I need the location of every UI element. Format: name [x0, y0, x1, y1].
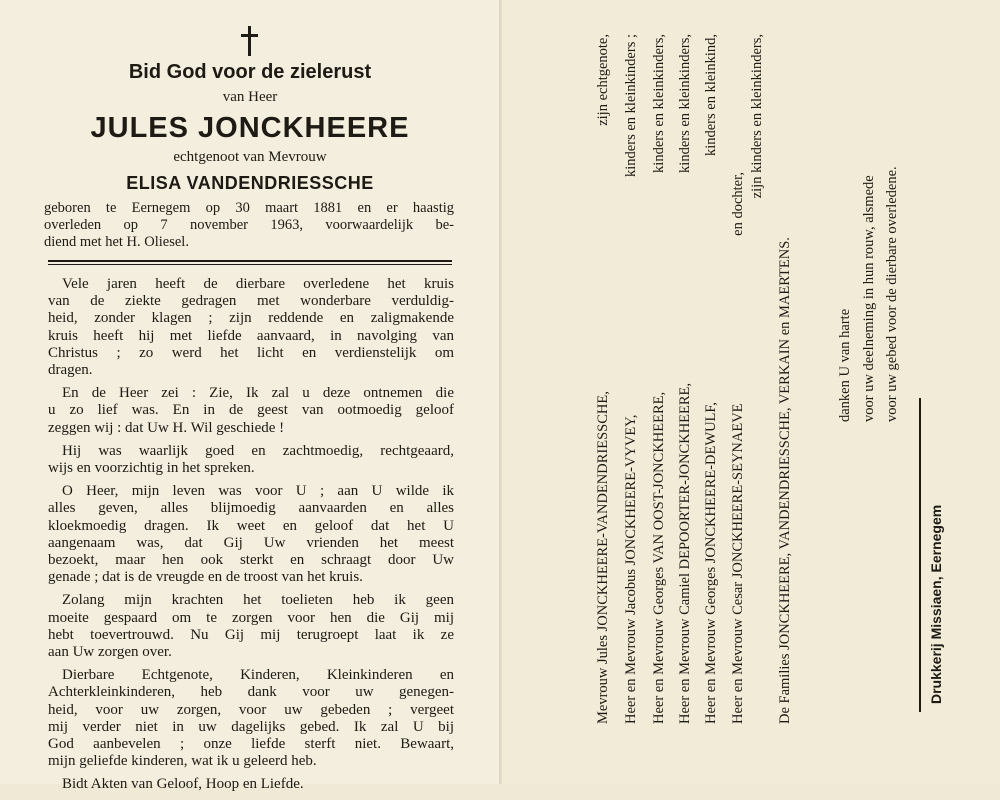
memorial-line: van de ziekte gedragen met wonderbare verduldig-: [48, 293, 454, 310]
cross-icon: [238, 26, 262, 56]
family-relation: kinders en kleinkinders ;: [623, 34, 639, 177]
memorial-line: heid, zonder klagen ; zijn reddende en zaligmakende: [48, 310, 454, 327]
family-relation: en dochter,: [730, 172, 746, 236]
memorial-line: heid, voor uw zorgen, voor uw gebeden ; vergeet: [48, 701, 454, 718]
memorial-line: wijs en voorzichtig in het spreken.: [48, 460, 255, 477]
memorial-line: moeite gespaard om te zorgen voor hen die Gij mij: [48, 609, 454, 626]
memorial-line: Hij was waarlijk goed en zachtmoedig, rechtgeaard,: [62, 442, 454, 459]
memorial-paragraph: [48, 667, 454, 770]
memorial-line: kloekmoedig dragen. Ik weet en geloof dat het U: [48, 517, 454, 534]
memorial-paragraph: [48, 592, 454, 661]
family-entry: [651, 34, 668, 724]
memorial-line: Christus ; zo werd het licht en verdienstelijk om: [48, 344, 454, 361]
born-line: diend met het H. Oliesel.: [44, 234, 189, 250]
memorial-line: kruis heeft hij met liefde aanvaard, in navolging van: [48, 327, 454, 344]
thanks-line: danken U van harte: [837, 308, 853, 422]
family-relation: kinders en kleinkinders,: [677, 34, 693, 173]
born-line: geboren te Eernegem op 30 maart 1881 en er haastig: [44, 200, 454, 216]
prayer-heading: Bid God voor de zielerust: [128, 61, 372, 83]
family-relation: zijn echtgenote,: [595, 34, 611, 126]
memorial-paragraph: [62, 776, 454, 793]
memorial-line: genade ; dat is de vreugde en de troost van het kruis.: [48, 569, 363, 586]
memorial-line: aan Uw zorgen over.: [48, 644, 172, 661]
memorial-line: u zo lief was. En in de geest van ootmoedig geloof: [48, 402, 454, 419]
memorial-line: Dierbare Echtgenote, Kinderen, Kleinkinderen en: [62, 667, 454, 684]
memorial-line: alles geven, alles blijmoedig aanvaarden en alles: [48, 500, 454, 517]
memorial-line: Bidt Akten van Geloof, Hoop en Liefde.: [62, 776, 304, 793]
memorial-line: hebt toevertrouwd. Nu Gij mij terugroept laat ik ze: [48, 626, 454, 643]
family-name: Heer en Mevrouw Georges JONCKHEERE-DEWULF,: [703, 402, 719, 724]
family-entry: [730, 34, 747, 724]
born-line: overleden op 7 november 1963, voorwaardelijk be-: [44, 217, 454, 233]
spouse-intro: echtgenoot van Mevrouw: [173, 149, 327, 165]
family-relation: zijn kinders en kleinkinders,: [749, 34, 765, 199]
right-page: [502, 0, 1000, 784]
memorial-line: God aanbevelen ; onze liefde sterft niet. Bewaart,: [48, 736, 454, 753]
family-name: Heer en Mevrouw Camiel DEPOORTER-JONCKHEERE,: [677, 382, 693, 724]
spouse-name: ELISA VANDENDRIESSCHE: [126, 173, 374, 193]
family-entry: [677, 34, 694, 724]
memorial-line: Vele jaren heeft de dierbare overledene het kruis: [62, 276, 454, 292]
divider: [48, 264, 452, 265]
deceased-name: JULES JONCKHEERE: [90, 112, 410, 144]
family-entry: [777, 34, 794, 724]
memorial-line: bezoekt, maar hen ook sterkt en schraagt door Uw: [48, 552, 454, 569]
left-page: [0, 0, 500, 793]
divider: [919, 398, 921, 712]
memorial-text: [48, 276, 454, 800]
family-entry: [749, 34, 766, 724]
memorial-line: mij verder niet in uw dagelijks gebed. Ik zal U bij: [48, 718, 454, 735]
family-entry: [623, 34, 640, 724]
family-name: Mevrouw Jules JONCKHEERE-VANDENDRIESSCHE,: [595, 391, 611, 724]
family-name: Heer en Mevrouw Jacobus JONCKHEERE-VYVEY,: [623, 414, 639, 724]
family-relation: kinders en kleinkinders,: [651, 34, 667, 173]
memorial-line: dragen.: [48, 362, 93, 379]
van-heer-label: van Heer: [222, 89, 278, 105]
memorial-paragraph: [48, 442, 454, 477]
family-entry: [703, 34, 720, 724]
memorial-line: Achterkleinkinderen, heb dank voor uw genegen-: [48, 684, 454, 701]
family-relation: kinders en kleinkind,: [703, 34, 719, 157]
memorial-paragraph: [48, 483, 454, 586]
memorial-line: aangenaam was, dat Gij Uw vrienden het meest: [48, 534, 454, 551]
family-entry: [595, 34, 612, 724]
memorial-line: O Heer, mijn leven was voor U ; aan U wilde ik: [62, 483, 454, 500]
memorial-paragraph: [48, 276, 454, 379]
thanks-line: voor uw deelneming in hun rouw, alsmede: [861, 175, 877, 422]
birth-death-text: [44, 200, 454, 251]
memorial-line: mijn geliefde kinderen, wat ik u geleerd heb.: [48, 753, 317, 770]
memorial-line: En de Heer zei : Zie, Ik zal u deze ontnemen die: [62, 385, 454, 402]
printer-credit: Drukkerij Missiaen, Eernegem: [928, 504, 944, 704]
family-name: Heer en Mevrouw Georges VAN OOST-JONCKHEERE,: [651, 391, 667, 724]
thanks-line: voor uw gebed voor de dierbare overledene.: [884, 166, 900, 422]
divider: [48, 260, 452, 262]
memorial-paragraph: [48, 385, 454, 437]
family-name: De Families JONCKHEERE, VANDENDRIESSCHE, VERKAIN en MAERTENS.: [777, 237, 793, 724]
family-name: Heer en Mevrouw Cesar JONCKHEERE-SEYNAEVE: [730, 403, 746, 724]
memorial-line: zeggen wij : dat Uw H. Wil geschiede !: [48, 419, 285, 436]
memorial-line: Zolang mijn krachten het toelieten heb ik geen: [62, 592, 454, 609]
